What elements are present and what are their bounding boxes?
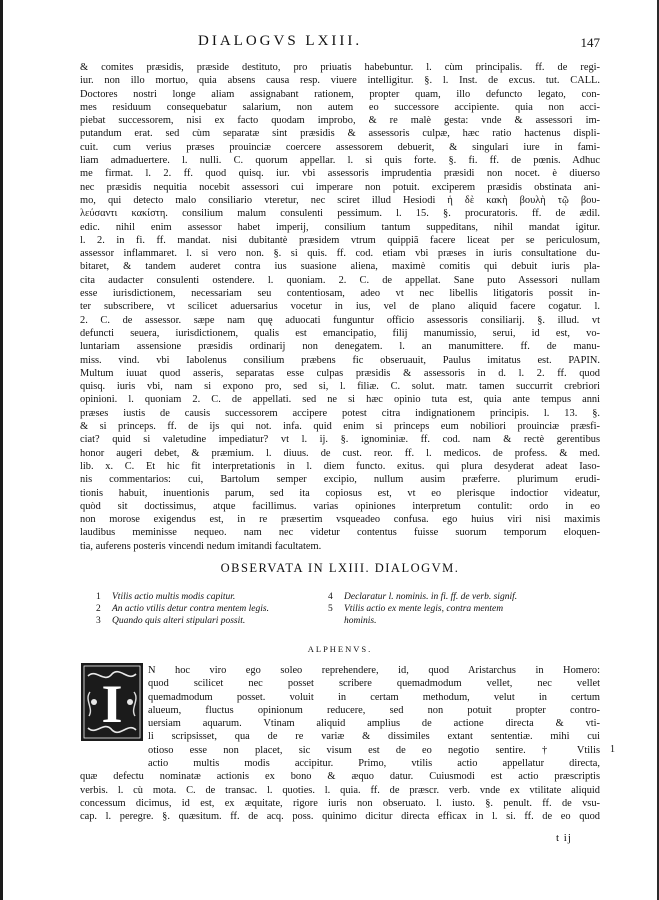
text-line: Multum iuuat quod asseris, separatas esse culpas præsidis & assessoris in d. l. 2. ff. quod	[80, 367, 600, 379]
text-line: ciat? quid si valetudine impediatur? vt l. ij. §. ignominiæ. ff. cod. nam & rectè gerentibus	[80, 434, 600, 446]
note-item	[328, 616, 543, 628]
dialog-line: actio multis modis accipitur. Primo, vtilis actio appellatur directa,	[148, 758, 600, 770]
text-line: nis commentarios: cui, Bartolum semper excipio, nullum ausim præferre. plurimum erudi-	[80, 474, 600, 486]
note-item	[328, 604, 543, 616]
dialog-text-block	[80, 664, 600, 824]
text-line: luntariam assensione præsidis ordinarij non denegatem. l. an manumittere. ff. de manu-	[80, 341, 600, 353]
text-line: lib. x. C. Et hic fit interpretationis in l. diem functo. exitus. qui plura desyderat adeat Iaso-	[80, 460, 600, 472]
main-text-block	[80, 61, 600, 553]
note-text: hominis.	[344, 615, 377, 626]
text-line: ter subscribere, vt scilicet aduersarius vocetur in ius, vel de plano aliquid facere cogatur. l.	[80, 301, 600, 313]
note-item	[328, 592, 543, 604]
text-line: quòd sit doctissimus, atque facillimus. varias opiniones interpretum contulit: ordo in eo	[80, 500, 600, 512]
text-line: tia, auferens posteris vincendi nedum imitandi facultatem.	[80, 540, 322, 552]
note-number: 2	[96, 603, 101, 614]
note-text: An actio vtilis detur contra mentem legis.	[112, 603, 269, 614]
text-line: iur. non illo mortuo, quia absens causa resp. viuere intelligitur. §. l. Inst. de excus. tut. CALL.	[80, 75, 600, 87]
note-number: 5	[328, 603, 333, 614]
text-line: l. 2. in fi. ff. mandat. nisi dubitantè præsidem vtrum quippiã facere liceat per se periculosum,	[80, 234, 600, 246]
text-line: laudibus meminisse nequeo. nam nec videtur contentus fuisse suorum temporum eloquen-	[80, 527, 600, 539]
note-text: Vtilis actio ex mente legis, contra mentem	[344, 603, 504, 614]
dialog-line: N hoc viro ego soleo reprehendere, id, quod Aristarchus in Homero:	[148, 665, 600, 676]
dialog-line: concessum dicimus, id est, ex æquitate, rigore iuris non obseruato. l. iusto. §. penult. ff. de vsu-	[80, 797, 600, 809]
text-line: cuit. cum verius præses prouinciæ coercere assessorem debuerit, & singulari iure in fami-	[80, 141, 600, 153]
note-text: Declaratur l. nominis. in fi. ff. de verb. signif.	[344, 592, 518, 602]
text-line: & si princeps. ff. de ijs qui not. infa. quid enim si princeps eum nobiliori prouinciæ præsfi-	[80, 421, 600, 433]
text-line: Doctores nostri longe aliam assignabant rationem, propter quam, illo defuncto legato, con-	[80, 88, 600, 100]
text-line: honor augeri debet, & præmium. l. diuus. de cust. reor. ff. l. medicos. de profess. & med.	[80, 447, 600, 459]
margin-number: 1	[610, 744, 615, 755]
text-line: mo, qui detecto malo consiliario vteretur, nec sciret illud Hesiodi ἡ δὲ κακὴ βουλὴ τῷ βου-	[80, 194, 600, 206]
note-number: 3	[96, 615, 101, 626]
dialog-line: otioso esse non placet, sic visum est de eo negotio sentire. † Vtilis	[148, 744, 600, 756]
text-line: quisq. iuris vbi, nam si expono pro, sed si, l. filiæ. C. solut. matr. tamen succurrit crebriori	[80, 381, 600, 393]
text-line: me firmat. l. 2. ff. quod quisq. iur. vbi assessoris imprudentia præsidi non nocet. è diuerso	[80, 168, 600, 180]
speaker-name: ALPHENVS.	[307, 644, 373, 654]
text-line: miss. vind. vbi Iabolenus consilium præbens fic obseruauit, Paulus imitatus est. PAPIN.	[80, 354, 600, 366]
text-line: & comites præsidis, præside destituto, pro priuatis habebuntur. l. cùm principalis. ff. de regi-	[80, 62, 600, 73]
text-line: putandum erat. sed cùm separatæ sint præsidis & assessoris culpæ, hæc ratio hactenus displi-	[80, 128, 600, 140]
dialog-line: li scripsisset, qua de re variæ & dissimiles extant sententiæ. mihi cui	[148, 731, 600, 743]
text-line: esse iurisdictionem, necessariam seu contentiosam, adeo vt nec libellis litigatoris possit in-	[80, 288, 600, 300]
text-line: opinioni. l. quoniam 2. C. de appellati. sed ne si hæc opinio tuta est, quia ante tempus anni	[80, 394, 600, 406]
note-item	[96, 592, 311, 604]
text-line: nec præsidis nequitia nocebit assessori cui imperare non potuit. exciperem præsidis obstinata ani-	[80, 181, 600, 193]
text-line: defuncti seuera, iurisdictionem, qualis est emancipatio, filij manumissio, serui, id est, vo-	[80, 327, 600, 339]
text-line: liam admaduertere. l. nulli. C. quorum appellar. l. si quis forte. §. fi. ff. de pœnis. Adhuc	[80, 155, 600, 167]
dialog-line: verbis. l. cù mota. C. de transac. l. quoties. l. quia. ff. de præscr. verb. vnde ex vtilitate aliquid	[80, 784, 600, 796]
note-text: Vtilis actio multis modis capitur.	[112, 592, 236, 602]
note-number: 4	[328, 592, 333, 602]
dialog-line: alueum, fluctus opinionum reducere, sed non potuit propter contro-	[148, 704, 600, 716]
text-line: præses iustis de causis successorem accipere potest citra indignationem principis. l. 13. §.	[80, 407, 600, 419]
initial-letter: I	[101, 674, 123, 734]
note-item	[96, 616, 311, 628]
note-number: 1	[96, 592, 101, 602]
dialog-line: quæ defectu nominatæ actionis ex bono & æquo datur. Cuiusmodi est actio præscriptis	[80, 771, 600, 783]
dialog-line: uersiam aquarum. Vtinam aliquid amplius de actione directa & vti-	[148, 718, 600, 730]
text-line: λεύσαντι κακίστη. consilium malum consulenti pessimum. l. 15. §. procuratoris. ff. de ædil.	[80, 208, 600, 220]
text-line: edic. nihil enim assessor habet imperij, consilium tantum suppeditans, nihil mandat igitur.	[80, 221, 600, 233]
section-title: OBSERVATA IN LXIII. DIALOGVM.	[220, 561, 460, 575]
text-line: bitaret, & tandem auderet contra ius suasione aliena, maximè comitis qui debuit iuris pla-	[80, 261, 600, 273]
note-text: Quando quis alteri stipulari possit.	[112, 615, 246, 626]
text-line: mes residuum consequebatur salarium, non autem eo successore accipiente. quia non acci-	[80, 101, 600, 113]
running-title: DIALOGVS LXIII.	[198, 33, 363, 49]
text-line: non morose exigendus est, in re præsertim vsqueadeo confusa. ego huius viri nisi maximis	[80, 514, 600, 526]
page-header	[80, 33, 600, 53]
signature-mark: t ij	[556, 832, 572, 844]
text-line: 2. C. de assessor. sæpe nam quę aduocati funguntur officio assessoris consiliarij. §. illud. vt	[80, 314, 600, 326]
notes-right-column	[328, 592, 543, 627]
page-number: 147	[580, 35, 600, 50]
text-line: piebat successorem, nisi ex facto quodam improbo, & re malè gesta: vnde & assessori im-	[80, 115, 600, 127]
dialog-line: cap. l. peregre. §. quæsitum. ff. de acq. poss. quinimo dicitur directa efficax in l. si. ff. de eo quod	[80, 811, 600, 823]
dialog-line: quemadmodum posset. voluit in certam methodum, velut in certum	[148, 691, 600, 703]
text-line: assessor inflammaret. l. si vero non. §. si quis. ff. cod. etiam vbi præses in iuris consultatione du-	[80, 248, 600, 260]
note-item	[96, 604, 311, 616]
text-line: cita audacter consulenti ostendere. l. quoniam. 2. C. de appellat. Sane puto Assessori nullam	[80, 274, 600, 286]
text-line: tionis habuit, inuentionis parum, sed ita copiosus est, vt eo plerisque indoctior videatur,	[80, 487, 600, 499]
dialog-line: quod scilicet nec posset scribere quemadmodum vellet, nec vellet	[148, 678, 600, 690]
notes-left-column	[96, 592, 311, 627]
